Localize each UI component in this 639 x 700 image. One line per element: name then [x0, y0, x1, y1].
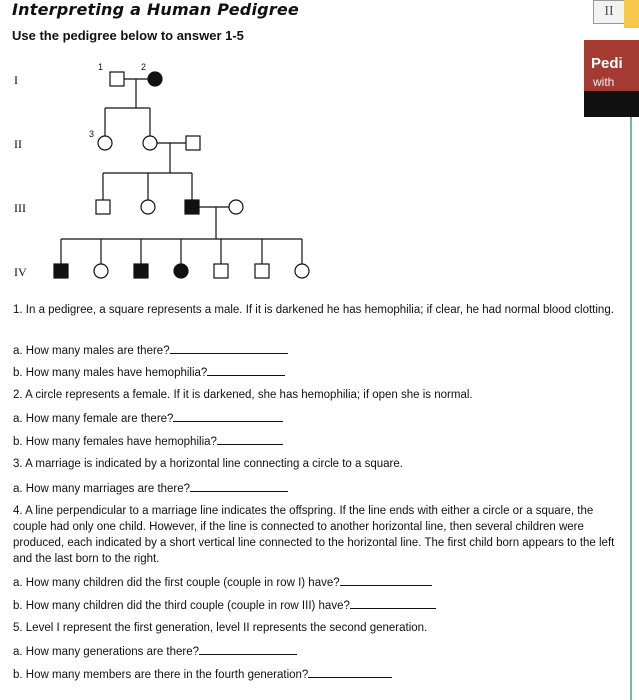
page-subtitle: Use the pedigree below to answer 1-5 [12, 28, 244, 43]
answer-blank-2b[interactable] [217, 433, 283, 445]
pedigree-chart [0, 0, 639, 300]
question-1b: b. How many males have hemophilia? [13, 364, 628, 381]
side-page-subheading: with [593, 75, 615, 89]
gen1-male-1 [110, 72, 124, 86]
individual-number-2: 2 [141, 62, 147, 72]
question-4b: b. How many children did the third couple (couple in row III) have? [13, 597, 628, 614]
gen4-affected-male-1 [54, 264, 68, 278]
question-2: 2. A circle represents a female. If it is darkened, she has hemophilia; if open she is normal. [13, 389, 473, 401]
gen2-female [143, 136, 157, 150]
side-page-heading: Pedi [591, 55, 623, 72]
gen4-female-2 [94, 264, 108, 278]
gen3-female [141, 200, 155, 214]
gen3-male [96, 200, 110, 214]
answer-blank-3a[interactable] [190, 480, 288, 492]
question-4a: a. How many children did the first couple (couple in row I) have? [13, 574, 628, 591]
gen2-male [186, 136, 200, 150]
answer-blank-5b[interactable] [308, 666, 392, 678]
question-4: 4. A line perpendicular to a marriage line indicates the offspring. If the line ends with either a circle or a square, the couple had only one child. However, if the line is connected to another horizontal line, then several children were produced, each indicated by a short vertical line connected to the horizontal line. The first child born appears to the left and the last born to the right. [13, 505, 615, 565]
page-title: Interpreting a Human Pedigree [12, 0, 299, 19]
side-page-tab[interactable]: II [593, 0, 625, 24]
generation-label-4: IV [14, 265, 27, 279]
gen4-female-7 [295, 264, 309, 278]
gen3-affected-male [185, 200, 199, 214]
side-page-edge-line [630, 117, 632, 700]
answer-blank-4b[interactable] [350, 597, 436, 609]
side-page-dark-bar [584, 91, 639, 117]
gen1-female-2 [148, 72, 162, 86]
gen3-spouse-female [229, 200, 243, 214]
question-2b: b. How many females have hemophilia? [13, 433, 628, 450]
question-3: 3. A marriage is indicated by a horizontal line connecting a circle to a square. [13, 458, 403, 470]
gen2-female-3 [98, 136, 112, 150]
question-3a: a. How many marriages are there? [13, 480, 628, 497]
question-1: 1. In a pedigree, a square represents a male. If it is darkened he has hemophilia; if clear, he had normal blood clotting. [13, 304, 614, 316]
question-2a: a. How many female are there? [13, 410, 628, 427]
generation-label-1: I [14, 73, 18, 87]
answer-blank-1a[interactable] [170, 342, 288, 354]
question-5b: b. How many members are there in the fourth generation? [13, 666, 628, 683]
individual-number-3: 3 [89, 129, 95, 139]
side-page-panel [584, 40, 639, 117]
generation-label-2: II [14, 137, 22, 151]
individual-number-1: 1 [98, 62, 104, 72]
generation-label-3: III [14, 201, 26, 215]
question-1a: a. How many males are there? [13, 342, 628, 359]
answer-blank-5a[interactable] [199, 643, 297, 655]
answer-blank-4a[interactable] [340, 574, 432, 586]
gen4-affected-male-3 [134, 264, 148, 278]
gen4-male-5 [214, 264, 228, 278]
answer-blank-2a[interactable] [173, 410, 283, 422]
answer-blank-1b[interactable] [207, 364, 285, 376]
question-5: 5. Level I represent the first generation, level II represents the second generation. [13, 622, 428, 634]
gen4-affected-female-4 [174, 264, 188, 278]
question-5a: a. How many generations are there? [13, 643, 628, 660]
side-page-tab-accent [624, 0, 639, 28]
gen4-male-6 [255, 264, 269, 278]
